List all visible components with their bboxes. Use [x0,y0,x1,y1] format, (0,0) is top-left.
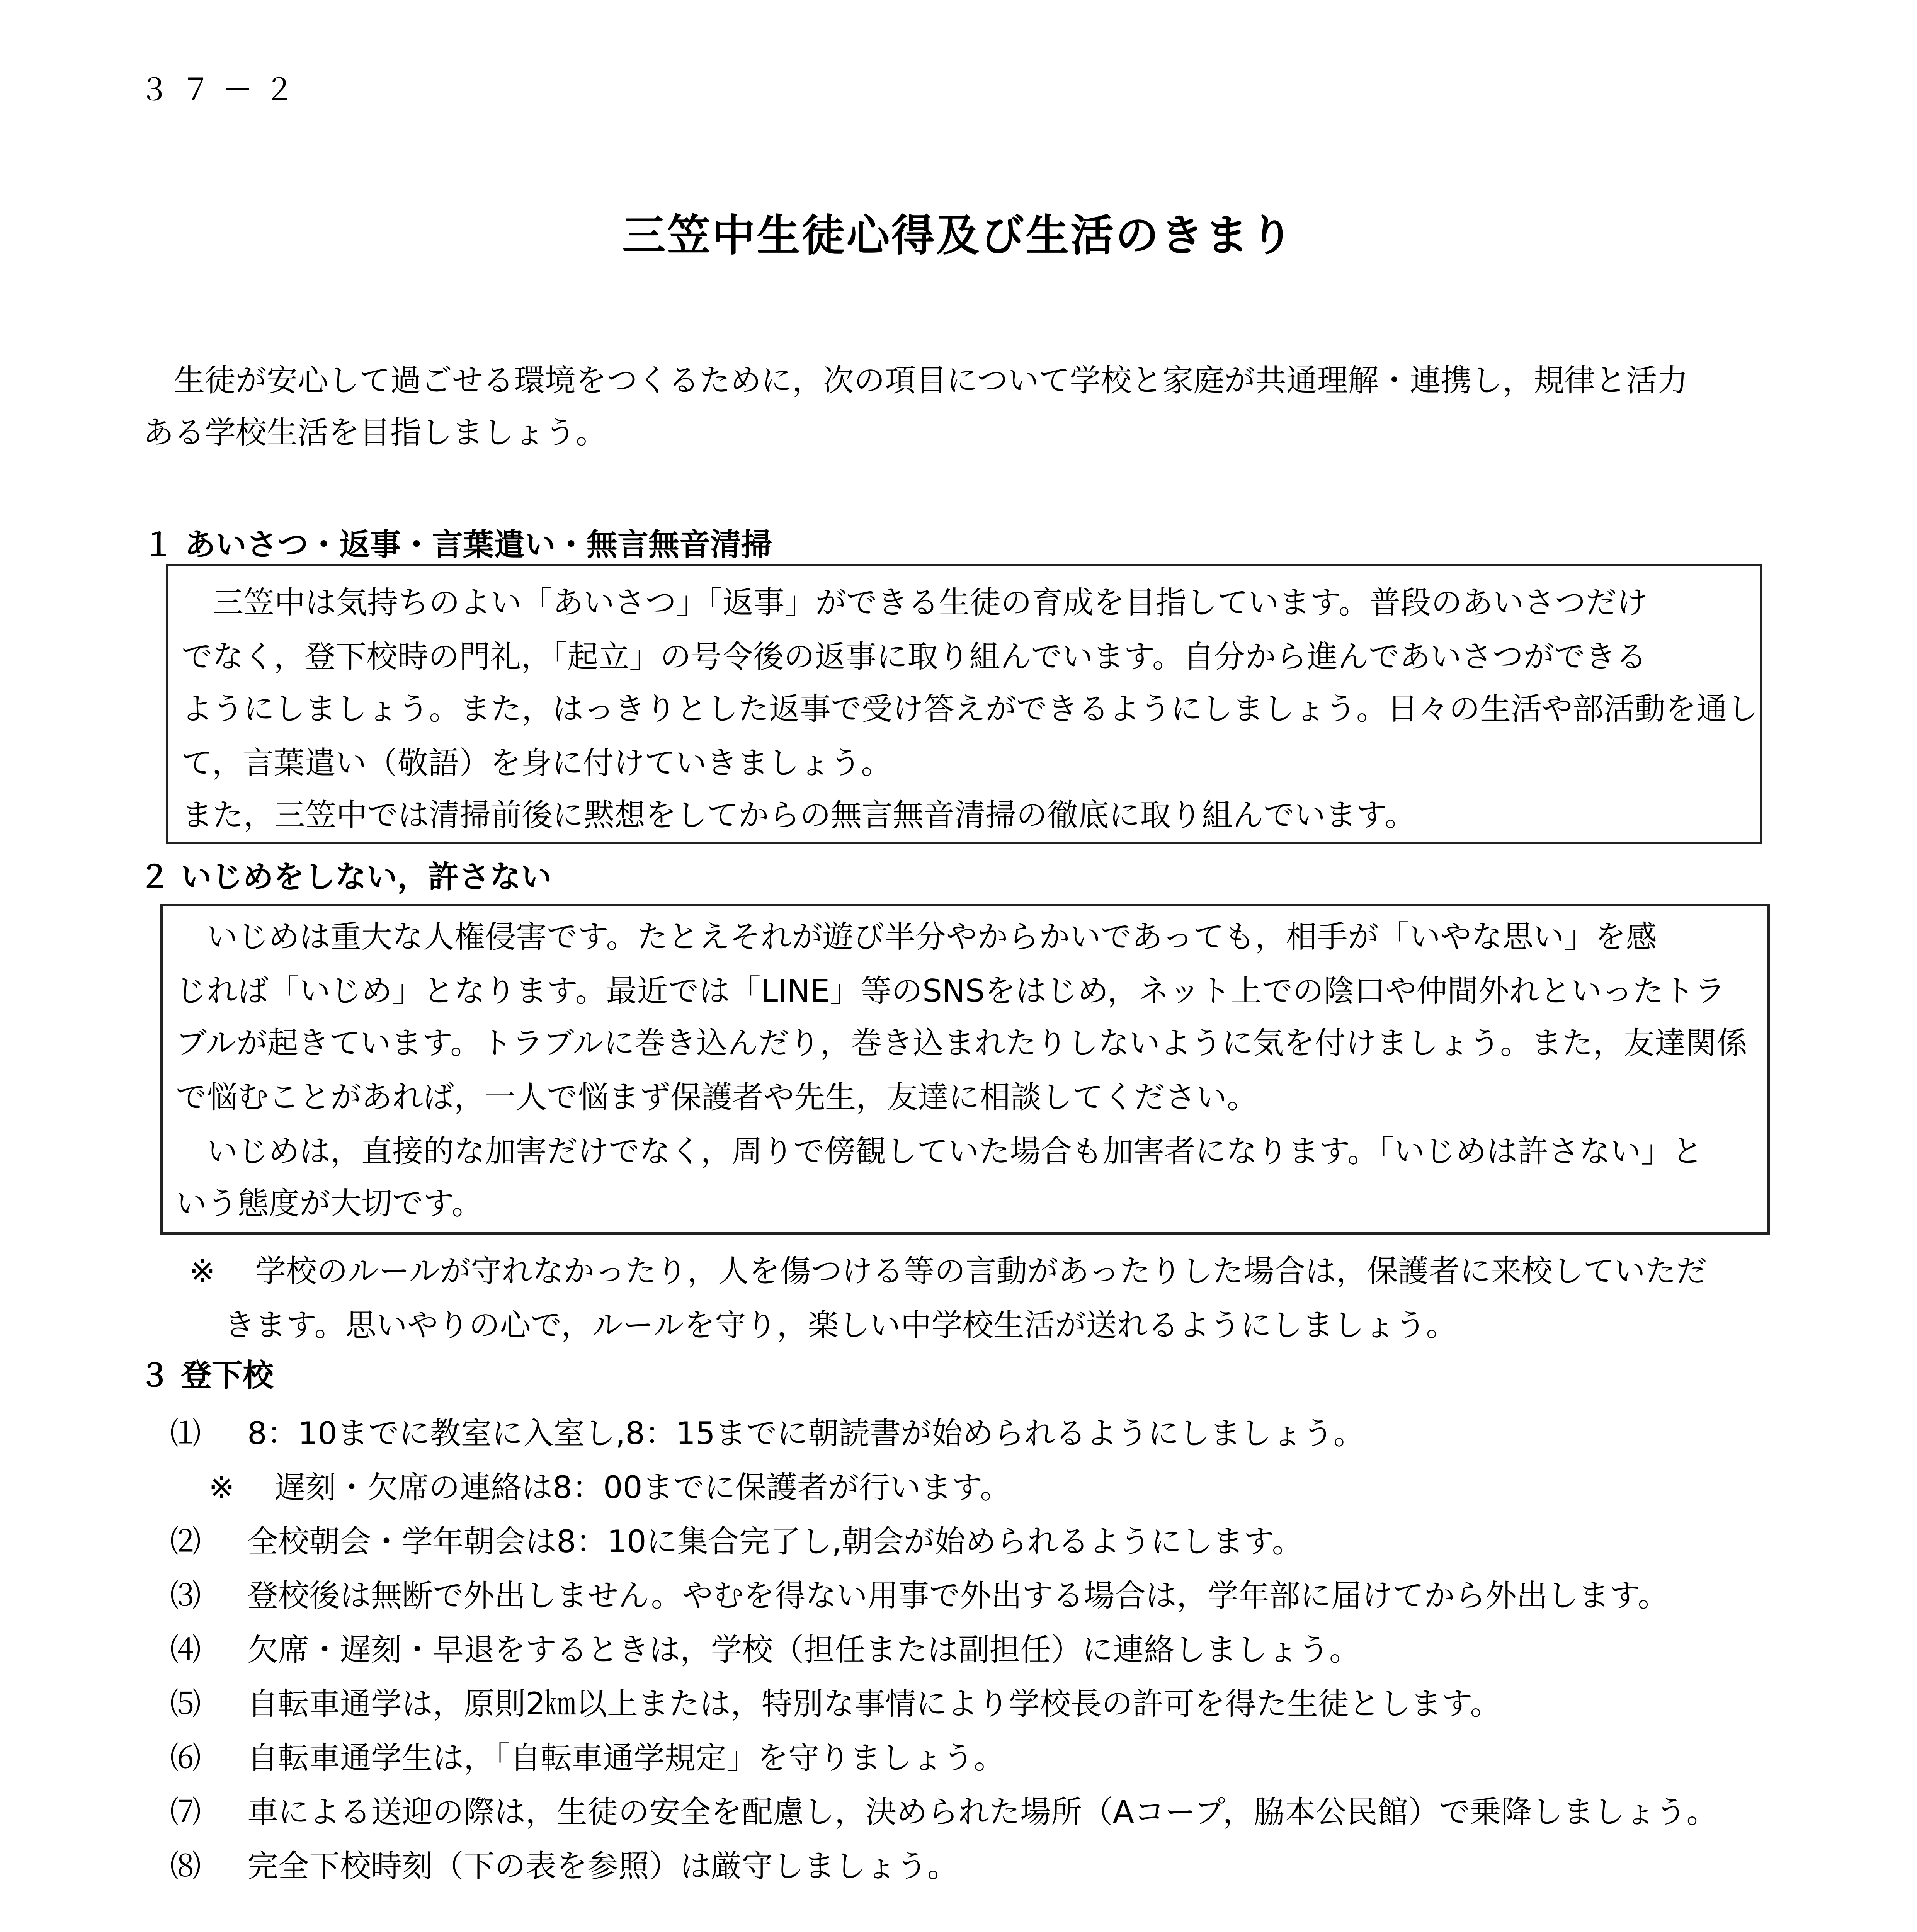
section-2-line-1: いじめは重大な人権侵害です。たとえそれが遊び半分やからかいであっても，相手が「いやな思い」を感 [176,919,1657,955]
list-item-2-label: ⑵ [170,1524,201,1560]
list-item-1-label: ⑴ [170,1415,201,1451]
section-3-title: 登下校 [180,1357,274,1393]
section-2-note-mark: ※ [189,1253,216,1289]
section-2-line-4: で悩むことがあれば，一人で悩まず保護者や先生，友達に相談してください。 [176,1079,1258,1115]
section-1-line-4: て，言葉遣い（敬語）を身に付けていきましょう。 [182,745,892,781]
section-2-line-2: じれば「いじめ」となります。最近では「LINE」等のSNSをはじめ，ネット上での陰口や仲間外れといったトラ [176,973,1726,1009]
list-item-3-label: ⑶ [170,1578,201,1614]
section-2-line-5: いじめは，直接的な加害だけでなく，周りで傍観していた場合も加害者になります。「いじめは許さない」と [176,1133,1703,1169]
list-item-4-text: 欠席・遅刻・早退をするときは，学校（担任または副担任）に連絡しましょう。 [247,1632,1360,1668]
list-item-4-label: ⑷ [170,1632,201,1668]
section-3-number: ３ [139,1357,170,1393]
section-2-note-line-1: 学校のルールが守れなかったり，人を傷つける等の言動があったりした場合は，保護者に来校していただ [255,1253,1707,1289]
intro-line-2: ある学校生活を目指しましょう。 [143,415,607,451]
section-3-heading [139,1357,274,1393]
list-item-2-text: 全校朝会・学年朝会は8：10に集合完了し,朝会が始められるようにします。 [247,1524,1303,1560]
list-item-6-text: 自転車通学生は，「自転車通学規定」を守りましょう。 [247,1740,1005,1776]
section-2-number: ２ [139,859,170,895]
section-1-line-2: でなく，登下校時の門礼，「起立」の号令後の返事に取り組んでいます。自分から進んであいさつができる [182,639,1647,675]
list-item-sub-text: 遅刻・欠席の連絡は8：00までに保護者が行います。 [274,1469,1011,1505]
page-number: ３７－２ [139,73,306,107]
section-1-title: あいさつ・返事・言葉遣い・無言無音清掃 [184,527,772,563]
section-1-line-5: また，三笠中では清掃前後に黙想をしてからの無言無音清掃の徹底に取り組んでいます。 [182,797,1416,833]
section-2-line-6: いう態度が大切です。 [176,1185,483,1221]
list-item-8-text: 完全下校時刻（下の表を参照）は厳守しましょう。 [247,1848,958,1884]
section-2-title: いじめをしない，許さない [180,859,552,895]
list-item-1-text: 8：10までに教室に入室し,8：15までに朝読書が始められるようにしましょう。 [247,1415,1364,1451]
section-1-number: １ [143,527,174,563]
section-1-line-3: ようにしましょう。また，はっきりとした返事で受け答えができるようにしましょう。日々の生活や部活動を通し [182,691,1758,727]
section-2-note-line-2: きます。思いやりの心で，ルールを守り，楽しい中学校生活が送れるようにしましょう。 [224,1307,1457,1343]
list-item-7-text: 車による送迎の際は，生徒の安全を配慮し，決められた場所（Aコープ，脇本公民館）で乗降しましょう。 [247,1794,1718,1830]
section-1-heading [143,527,772,563]
section-2-line-3: ブルが起きています。トラブルに巻き込んだり，巻き込まれたりしないように気を付けましょう。また，友達関係 [176,1025,1748,1061]
list-item-7-label: ⑺ [170,1794,201,1830]
intro-line-1: 生徒が安心して過ごせる環境をつくるために，次の項目について学校と家庭が共通理解・連携し，規律と活力 [143,362,1688,398]
list-item-3-text: 登校後は無断で外出しません。やむを得ない用事で外出する場合は，学年部に届けてから外出します。 [247,1578,1669,1614]
list-item-8-label: ⑻ [170,1848,201,1884]
list-item-sub-mark: ※ [209,1469,235,1505]
page-title: 三笠中生徒心得及び生活のきまり [622,211,1295,261]
list-item-5-text: 自転車通学は，原則2㎞以上または，特別な事情により学校長の許可を得た生徒とします。 [247,1686,1501,1722]
list-item-6-label: ⑹ [170,1740,201,1776]
section-1-line-1: 三笠中は気持ちのよい「あいさつ」「返事」ができる生徒の育成を目指しています。普段のあいさつだけ [182,585,1648,621]
list-item-5-label: ⑸ [170,1686,201,1722]
section-2-heading [139,859,552,895]
